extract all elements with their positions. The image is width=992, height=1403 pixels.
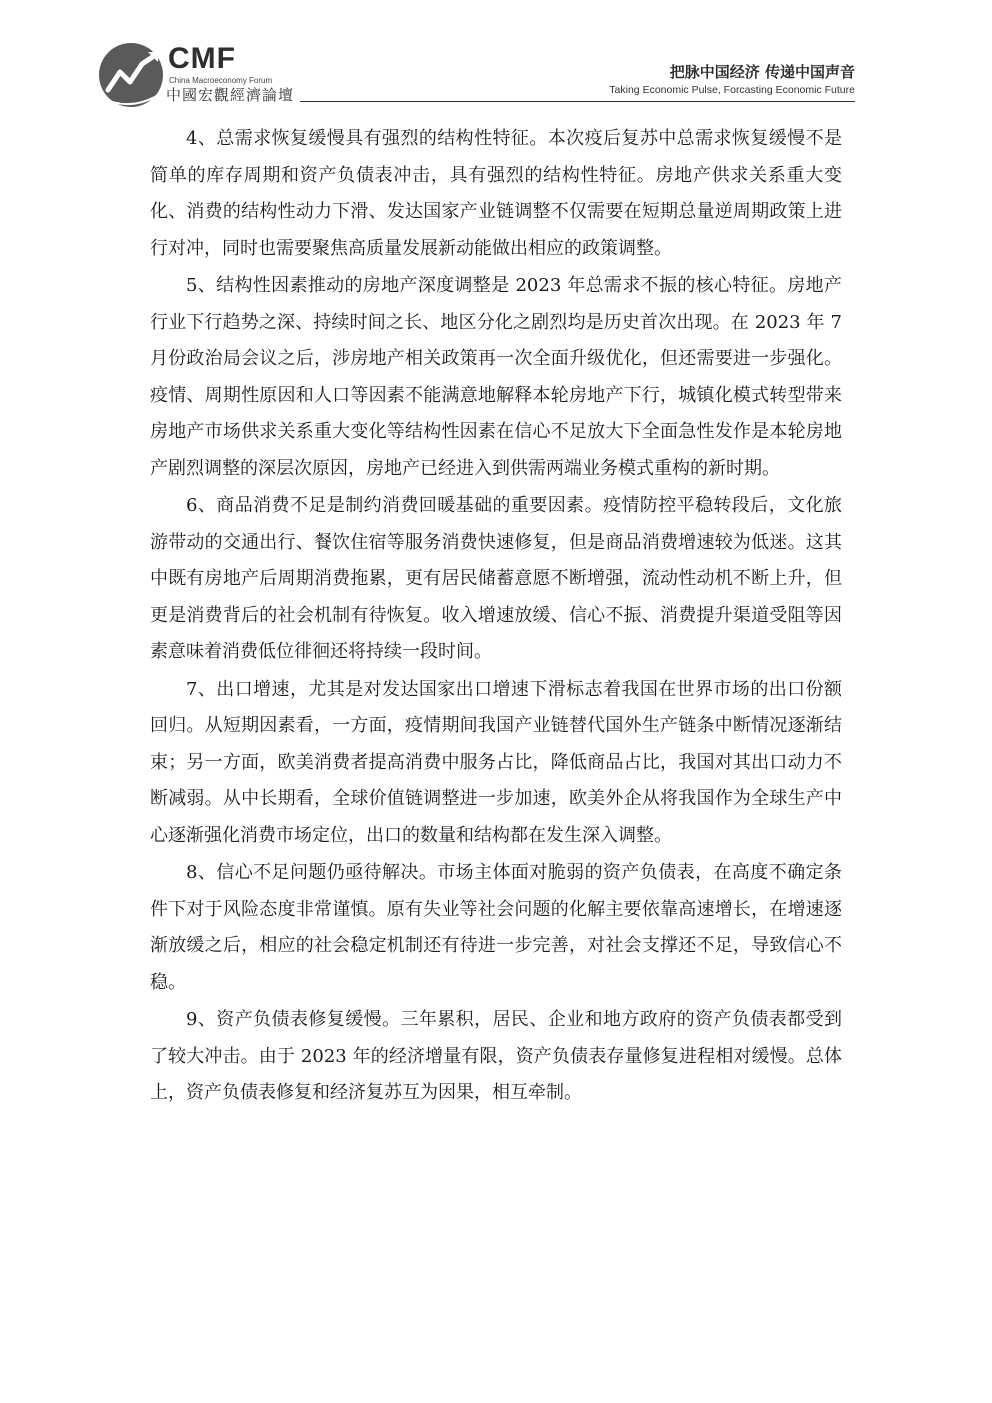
- paragraph-7: 7、出口增速，尤其是对发达国家出口增速下滑标志着我国在世界市场的出口份额回归。从短期因素看，一方面，疫情期间我国产业链替代国外生产链条中断情况逐渐结束；另一方面，欧美消费者提高消费中服务占比，降低商品占比，我国对其出口动力不断减弱。从中长期看，全球价值链调整进一步加速，欧美外企从将我国作为全球生产中心逐渐强化消费市场定位，出口的数量和结构都在发生深入调整。: [150, 678, 842, 846]
- header-slogan-cn: 把脉中国经济 传递中国声音: [669, 63, 855, 81]
- paragraph-6: 6、商品消费不足是制约消费回暖基础的重要因素。疫情防控平稳转段后，文化旅游带动的交通出行、餐饮住宿等服务消费快速修复，但是商品消费增速较为低迷。这其中既有房地产后周期消费拖累，更有居民储蓄意愿不断增强，流动性动机不断上升，但更是消费背后的社会机制有待恢复。收入增速放缓、信心不振、消费提升渠道受阻等因素意味着消费低位徘徊还将持续一段时间。: [150, 495, 842, 662]
- header-slogan-en: Taking Economic Pulse, Forcasting Economic Future: [609, 84, 855, 96]
- paragraph-8: 8、信心不足问题仍亟待解决。市场主体面对脆弱的资产负债表，在高度不确定条件下对于风险态度非常谨慎。原有失业等社会问题的化解主要依靠高速增长，在增速逐渐放缓之后，相应的社会稳定机制还有待进一步完善，对社会支撑还不足，导致信心不稳。: [150, 862, 842, 993]
- paragraph-5: 5、结构性因素推动的房地产深度调整是 2023 年总需求不振的核心特征。房地产行业下行趋势之深、持续时间之长、地区分化之剧烈均是历史首次出现。在 2023 年 7 月份政治局会议之后，涉房地产相关政策再一次全面升级优化，但还需要进一步强化。疫情、周期性原因和人口等因素不能满意地解释本轮房地产下行，城镇化模式转型带来房地产市场供求关系重大变化等结构性因素在信心不足放大下全面急性发作是本轮房地产剧烈调整的深层次原因，房地产已经进入到供需两端业务模式重构的新时期。: [150, 275, 842, 479]
- paragraph-9: 9、资产负债表修复缓慢。三年累积，居民、企业和地方政府的资产负债表都受到了较大冲击。由于 2023 年的经济增量有限，资产负债表存量修复进程相对缓慢。总体上，资产负债表修复和经济复苏互为因果，相互牵制。: [150, 1009, 842, 1103]
- logo-subtitle-cn: 中國宏觀經濟論壇: [166, 86, 295, 104]
- paragraph-4: 4、总需求恢复缓慢具有强烈的结构性特征。本次疫后复苏中总需求恢复缓慢不是简单的库存周期和资产负债表冲击，具有强烈的结构性特征。房地产供求关系重大变化、消费的结构性动力下滑、发达国家产业链调整不仅需要在短期总量逆周期政策上进行对冲，同时也需要聚焦高质量发展新动能做出相应的政策调整。: [150, 128, 842, 259]
- logo-text: CMF: [168, 42, 236, 75]
- logo-subtitle-en: China Macroeconomy Forum: [169, 76, 273, 85]
- header-divider: [300, 101, 855, 102]
- cmf-logo-icon: [98, 42, 164, 108]
- body-text: [150, 121, 842, 1112]
